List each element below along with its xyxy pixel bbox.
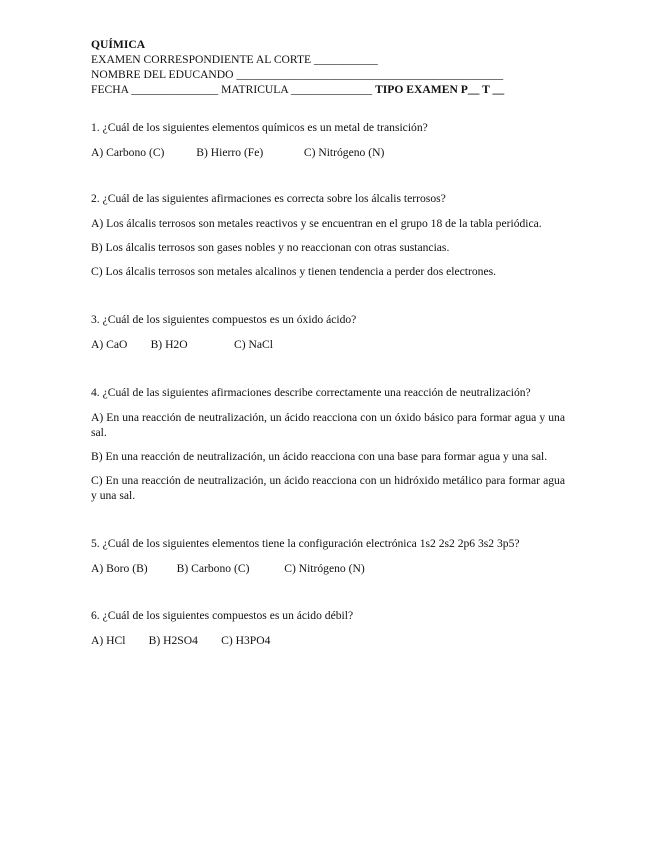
options-row: A) CaO B) H2O C) NaCl [91, 338, 273, 351]
options-row: A) HCl B) H2SO4 C) H3PO4 [91, 634, 271, 647]
exam-header [91, 37, 565, 97]
option-b: B) En una reacción de neutralización, un ácido reacciona con una base para formar agua y una sal. [91, 450, 548, 463]
question-text: 1. ¿Cuál de los siguientes elementos químicos es un metal de transición? [91, 121, 428, 134]
question-5 [91, 536, 565, 576]
question-3 [91, 312, 565, 352]
question-1 [91, 120, 565, 160]
option-c: C) Los álcalis terrosos son metales alcalinos y tienen tendencia a perder dos electrones. [91, 265, 496, 278]
exam-cut-line: EXAMEN CORRESPONDIENTE AL CORTE ___________ [91, 53, 378, 66]
subject-title: QUÍMICA [91, 38, 146, 51]
question-text: 6. ¿Cuál de los siguientes compuestos es un ácido débil? [91, 609, 354, 622]
exam-type-text: TIPO EXAMEN P__ T __ [375, 83, 505, 96]
options-row: A) Boro (B) B) Carbono (C) C) Nitrógeno (N) [91, 562, 365, 575]
date-id-line [91, 82, 565, 97]
question-6 [91, 608, 565, 648]
question-4 [91, 385, 565, 503]
option-a: A) Los álcalis terrosos son metales reactivos y se encuentran en el grupo 18 de la tabla periódica. [91, 217, 542, 230]
exam-page [91, 37, 565, 648]
options-row: A) Carbono (C) B) Hierro (Fe) C) Nitrógeno (N) [91, 146, 385, 159]
question-2 [91, 191, 565, 279]
option-a: A) En una reacción de neutralización, un ácido reacciona con un óxido básico para formar agua y una sal. [91, 411, 565, 439]
student-name-line: NOMBRE DEL EDUCANDO ______________________________________________ [91, 68, 504, 81]
date-matricula-text: FECHA _______________ MATRICULA ______________ [91, 83, 376, 96]
option-c: C) En una reacción de neutralización, un ácido reacciona con un hidróxido metálico para formar agua y una sal. [91, 474, 565, 502]
question-text: 3. ¿Cuál de los siguientes compuestos es un óxido ácido? [91, 313, 357, 326]
question-text: 5. ¿Cuál de los siguientes elementos tiene la configuración electrónica 1s2 2s2 2p6 3s2 3p5? [91, 537, 520, 550]
option-b: B) Los álcalis terrosos son gases nobles y no reaccionan con otras sustancias. [91, 241, 450, 254]
question-text: 2. ¿Cuál de las siguientes afirmaciones es correcta sobre los álcalis terrosos? [91, 192, 446, 205]
question-text: 4. ¿Cuál de las siguientes afirmaciones describe correctamente una reacción de neutralización? [91, 386, 531, 399]
